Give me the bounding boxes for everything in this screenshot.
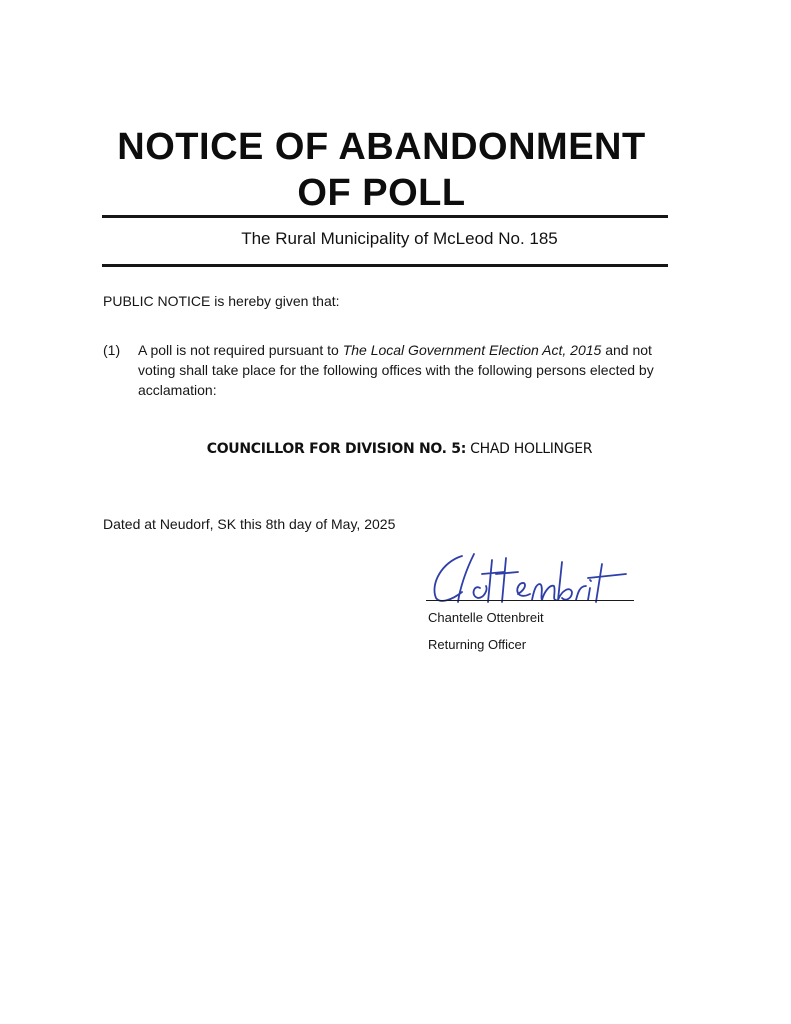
bottom-rule: [102, 264, 668, 267]
top-rule: [102, 215, 668, 218]
elected-person: CHAD HOLLINGER: [470, 441, 593, 457]
dated-line: Dated at Neudorf, SK this 8th day of May, 2025: [103, 516, 396, 532]
item-text: [138, 340, 678, 400]
title-line-2: OF POLL: [297, 172, 466, 214]
signer-name: Chantelle Ottenbreit: [428, 610, 544, 625]
item-number: (1): [103, 342, 121, 358]
public-notice-intro: PUBLIC NOTICE is hereby given that:: [103, 293, 340, 309]
elected-office: COUNCILLOR FOR DIVISION NO. 5:: [206, 441, 466, 457]
item-text-before: A poll is not required pursuant to: [138, 342, 343, 358]
act-name: The Local Government Election Act, 2015: [342, 342, 602, 358]
elected-line: [0, 441, 791, 457]
signature-line: [426, 600, 634, 601]
signer-title: Returning Officer: [428, 637, 527, 652]
item-text-after: and not voting shall take place for the following offices with the following persons elected by acclamation:: [138, 342, 654, 398]
title-line-1: NOTICE OF ABANDONMENT: [117, 126, 646, 168]
municipality-name: The Rural Municipality of McLeod No. 185: [241, 229, 558, 248]
handwritten-signature: [422, 548, 642, 606]
